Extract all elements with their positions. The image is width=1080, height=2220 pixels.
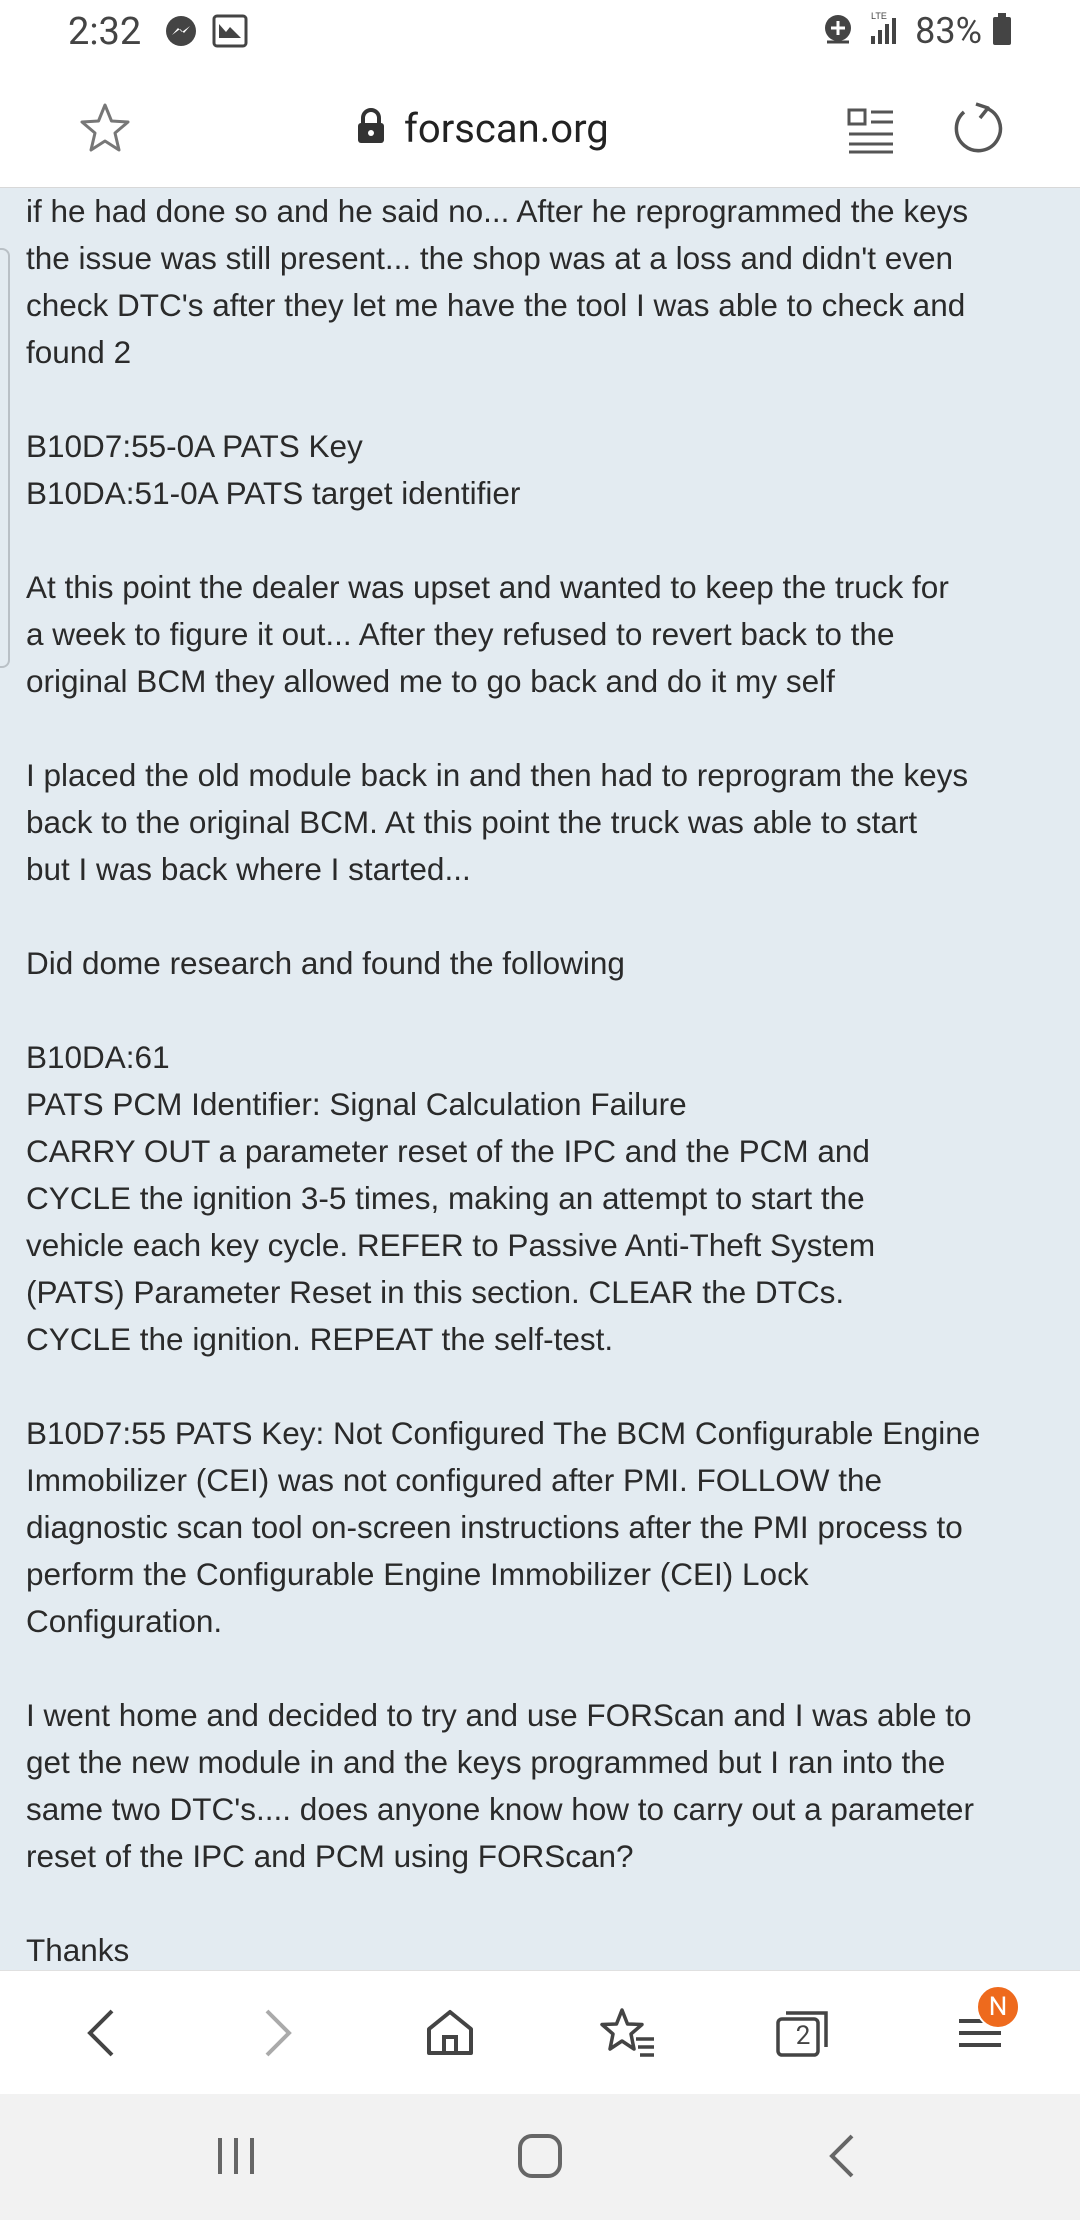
notification-icons — [164, 14, 248, 52]
back-icon[interactable] — [70, 2001, 134, 2065]
post-line: the issue was still present... the shop was at a loss and didn't even — [26, 240, 954, 276]
post-line: B10D7:55 PATS Key: Not Configured The BCM Configurable Engine — [26, 1415, 981, 1451]
status-time: 2:32 — [68, 10, 142, 54]
tabs-icon[interactable] — [770, 2001, 834, 2065]
post-line: PATS PCM Identifier: Signal Calculation Failure — [26, 1086, 687, 1122]
back-icon[interactable] — [812, 2126, 872, 2186]
home-icon[interactable] — [418, 2001, 482, 2065]
post-line: if he had done so and he said no... After he reprogrammed the keys — [26, 193, 969, 229]
post-line: (PATS) Parameter Reset in this section. CLEAR the DTCs. — [26, 1274, 845, 1310]
post-paragraph — [26, 564, 1066, 705]
lock-icon — [356, 108, 386, 148]
post-paragraph — [26, 188, 1066, 376]
post-line: I placed the old module back in and then had to reprogram the keys — [26, 757, 969, 793]
post-line: original BCM they allowed me to go back and do it my self — [26, 663, 835, 699]
scroll-edge — [0, 248, 10, 668]
post-line: but I was back where I started... — [26, 851, 471, 887]
lte-label: LTE — [871, 11, 887, 21]
post-line: B10D7:55-0A PATS Key — [26, 428, 363, 464]
post-line: At this point the dealer was upset and wanted to keep the truck for — [26, 569, 949, 605]
post-line: get the new module in and the keys programmed but I ran into the — [26, 1744, 946, 1780]
post-paragraph — [26, 1410, 1066, 1645]
forward-icon[interactable] — [245, 2001, 309, 2065]
bookmarks-icon[interactable] — [596, 2001, 660, 2065]
tab-count: 2 — [795, 2021, 811, 2051]
browser-toolbar — [0, 70, 1080, 188]
page-content[interactable] — [0, 188, 1080, 1970]
recents-icon[interactable] — [206, 2126, 266, 2186]
data-saver-icon — [821, 12, 855, 50]
post-paragraph — [26, 1927, 1066, 1970]
system-nav-bar — [0, 2094, 1080, 2220]
post-paragraph — [26, 752, 1066, 893]
post-paragraph — [26, 423, 1066, 517]
post-line: check DTC's after they let me have the tool I was able to check and — [26, 287, 966, 323]
post-line: same two DTC's.... does anyone know how to carry out a parameter — [26, 1791, 974, 1827]
forum-post-body — [26, 188, 1066, 1970]
post-line: found 2 — [26, 334, 132, 370]
reader-icon[interactable] — [845, 104, 897, 156]
post-line: back to the original BCM. At this point the truck was able to start — [26, 804, 918, 840]
messenger-icon — [164, 14, 198, 52]
post-paragraph — [26, 1034, 1066, 1363]
battery-icon — [992, 12, 1012, 50]
browser-bottom-nav — [0, 1970, 1080, 2094]
post-line: vehicle each key cycle. REFER to Passive Anti-Theft System — [26, 1227, 876, 1263]
url-text: forscan.org — [404, 104, 609, 152]
system-status-icons — [821, 10, 1012, 52]
post-line: Configuration. — [26, 1603, 223, 1639]
post-paragraph — [26, 1692, 1066, 1880]
post-line: CARRY OUT a parameter reset of the IPC and the PCM and — [26, 1133, 870, 1169]
post-line: a week to figure it out... After they refused to revert back to the — [26, 616, 895, 652]
post-line: CYCLE the ignition. REPEAT the self-test. — [26, 1321, 614, 1357]
post-line: I went home and decided to try and use FORScan and I was able to — [26, 1697, 972, 1733]
address-bar[interactable] — [356, 98, 609, 158]
post-line: B10DA:51-0A PATS target identifier — [26, 475, 521, 511]
reload-icon[interactable] — [950, 100, 1006, 156]
post-line: Did dome research and found the following — [26, 945, 625, 981]
post-line: Thanks — [26, 1932, 130, 1968]
post-line: B10DA:61 — [26, 1039, 170, 1075]
gallery-icon — [212, 14, 248, 52]
lte-signal-icon — [865, 10, 905, 52]
home-icon[interactable] — [510, 2126, 570, 2186]
post-line: reset of the IPC and PCM using FORScan? — [26, 1838, 634, 1874]
post-line: perform the Configurable Engine Immobilizer (CEI) Lock — [26, 1556, 809, 1592]
post-line: CYCLE the ignition 3-5 times, making an attempt to start the — [26, 1180, 865, 1216]
star-icon[interactable] — [76, 100, 134, 158]
post-line: diagnostic scan tool on-screen instructions after the PMI process to — [26, 1509, 963, 1545]
battery-percent: 83% — [915, 10, 982, 52]
menu-notification-badge: N — [976, 1985, 1020, 2029]
post-paragraph — [26, 940, 1066, 987]
post-line: Immobilizer (CEI) was not configured after PMI. FOLLOW the — [26, 1462, 883, 1498]
status-bar — [0, 0, 1080, 70]
